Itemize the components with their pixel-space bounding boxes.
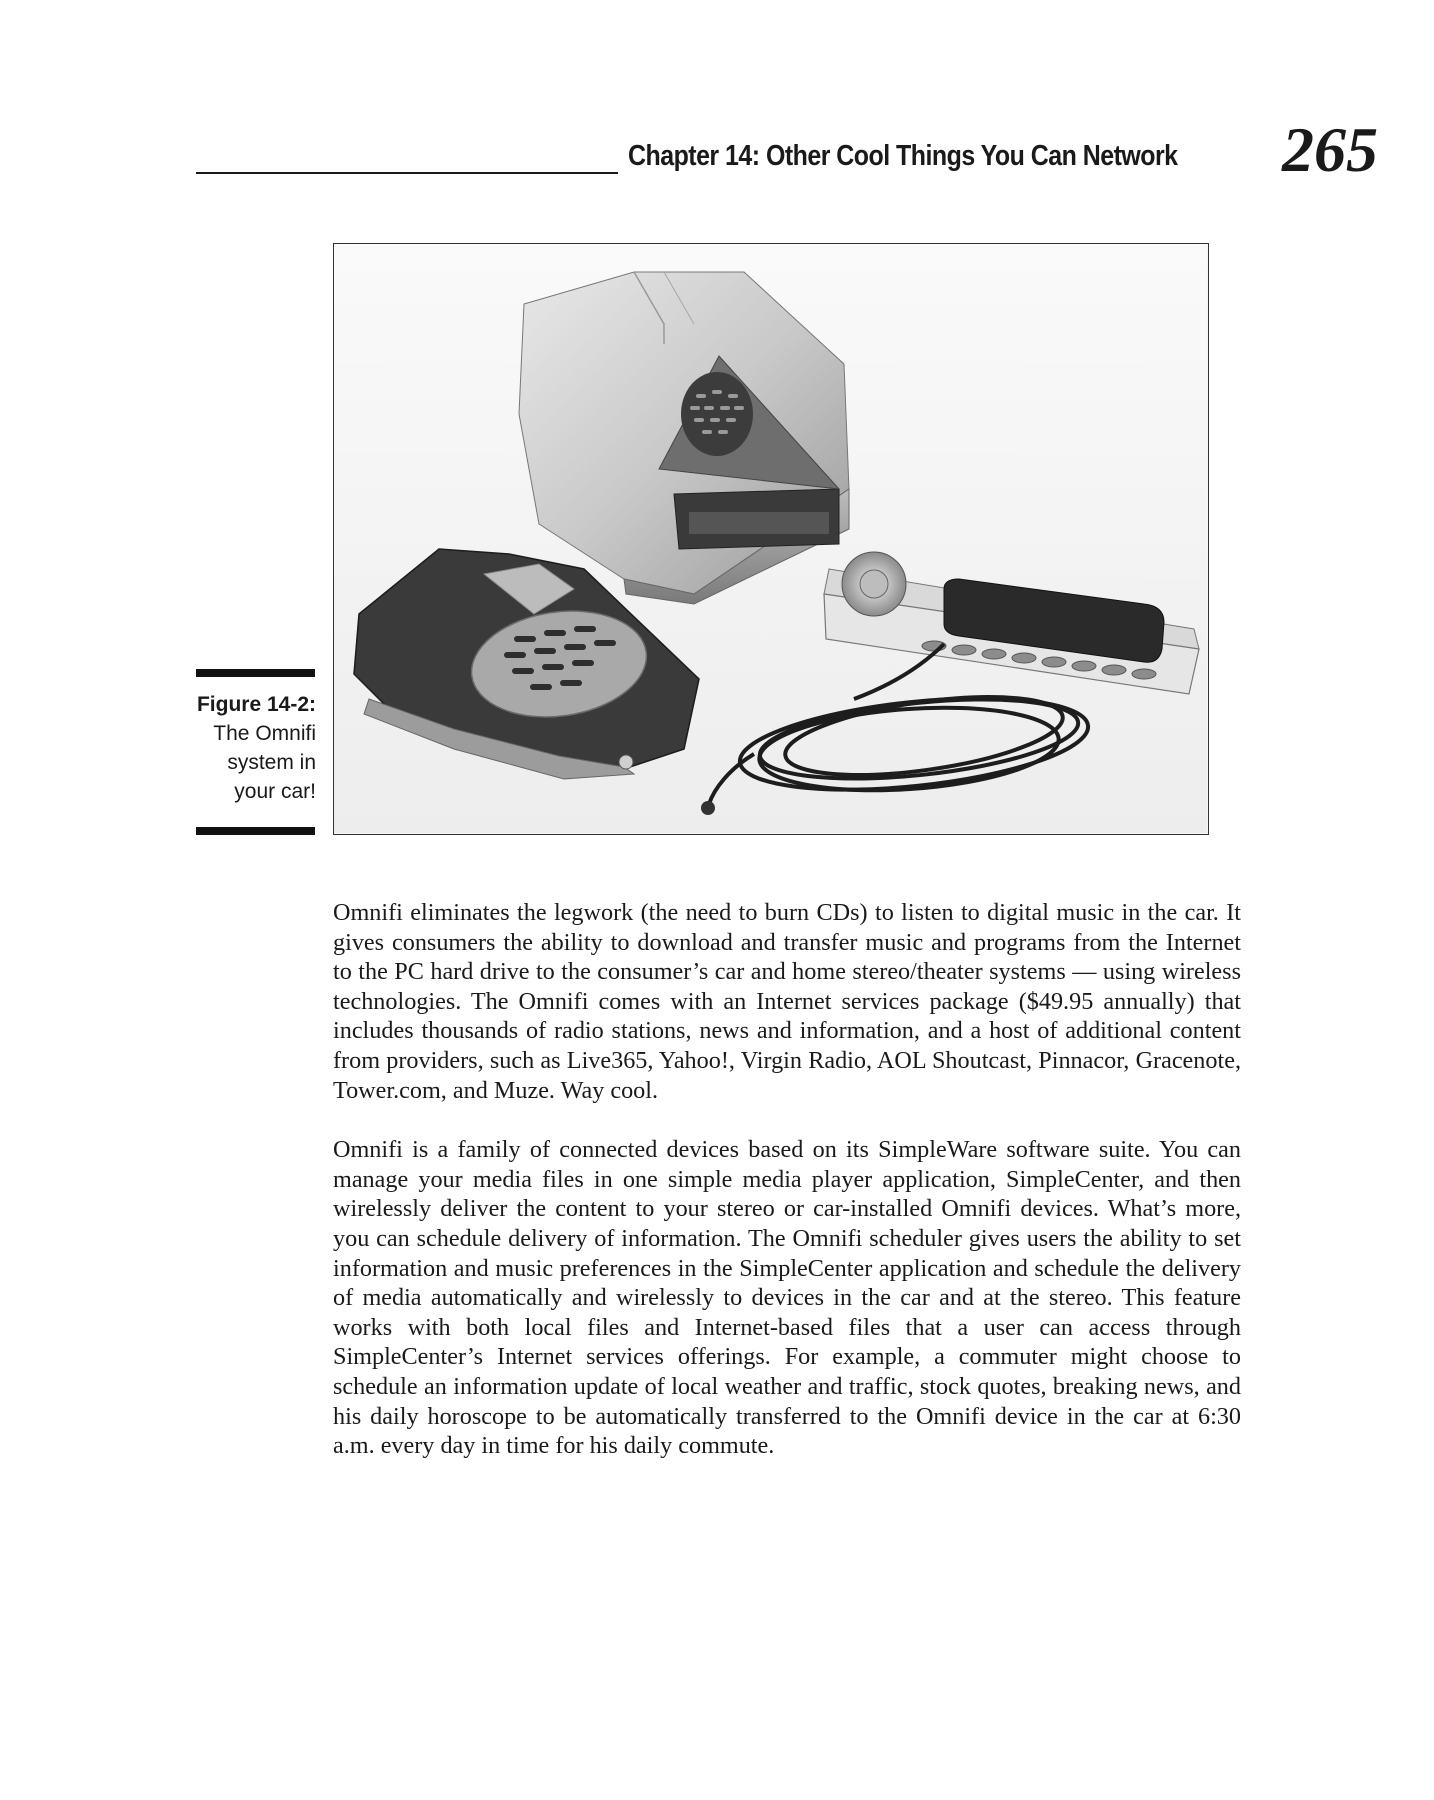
body-paragraph-1: Omnifi eliminates the legwork (the need to burn CDs) to listen to digital music in the car. It gives consumers the ability to download and transfer music and programs from the Internet to the PC hard drive to the consumer’s car and home stereo/theater systems — using wireless technologies. The Omnifi comes with an Internet services package ($49.95 annually) that includes thousands of radio stations, news and information, and a host of additional content from providers, such as Live365, Yahoo!, Virgin Radio, AOL Shoutcast, Pinnacor, Gracenote, Tower.com, and Muze. Way cool. xyxy=(333,899,1241,1104)
omnifi-devices-illustration xyxy=(334,244,1207,833)
figure-label: Figure 14-2: xyxy=(196,693,316,716)
body-text xyxy=(333,898,1241,1491)
caption-bar-top xyxy=(196,669,315,677)
caption-bar-bottom xyxy=(196,827,315,835)
cable-connector xyxy=(701,801,715,815)
figure-caption xyxy=(196,690,316,806)
figure-caption-text: The Omnifi system in your car! xyxy=(213,722,316,803)
header-rule xyxy=(196,172,618,174)
page-number: 265 xyxy=(1282,114,1378,185)
figure-photo xyxy=(333,243,1209,835)
chapter-title: Chapter 14: Other Cool Things You Can Network xyxy=(628,140,1178,172)
body-paragraph-2: Omnifi is a family of connected devices based on its SimpleWare software suite. You can manage your media files in one simple media player application, SimpleCenter, and then wirelessly deliver the content to your stereo or car-installed Omnifi devices. What’s more, you can schedule delivery of information. The Omnifi scheduler gives users the ability to set information and music preferences in the SimpleCenter application and schedule the delivery of media automatically and wirelessly to devices in the car and at the stereo. This feature works with both local files and Internet-based files that a user can access through SimpleCenter’s Internet services offerings. For example, a commuter might choose to schedule an information update of local weather and traffic, stock quotes, breaking news, and his daily horoscope to be automatically transferred to the Omnifi device in the car at 6:30 a.m. every day in time for his daily commute. xyxy=(333,1136,1241,1460)
